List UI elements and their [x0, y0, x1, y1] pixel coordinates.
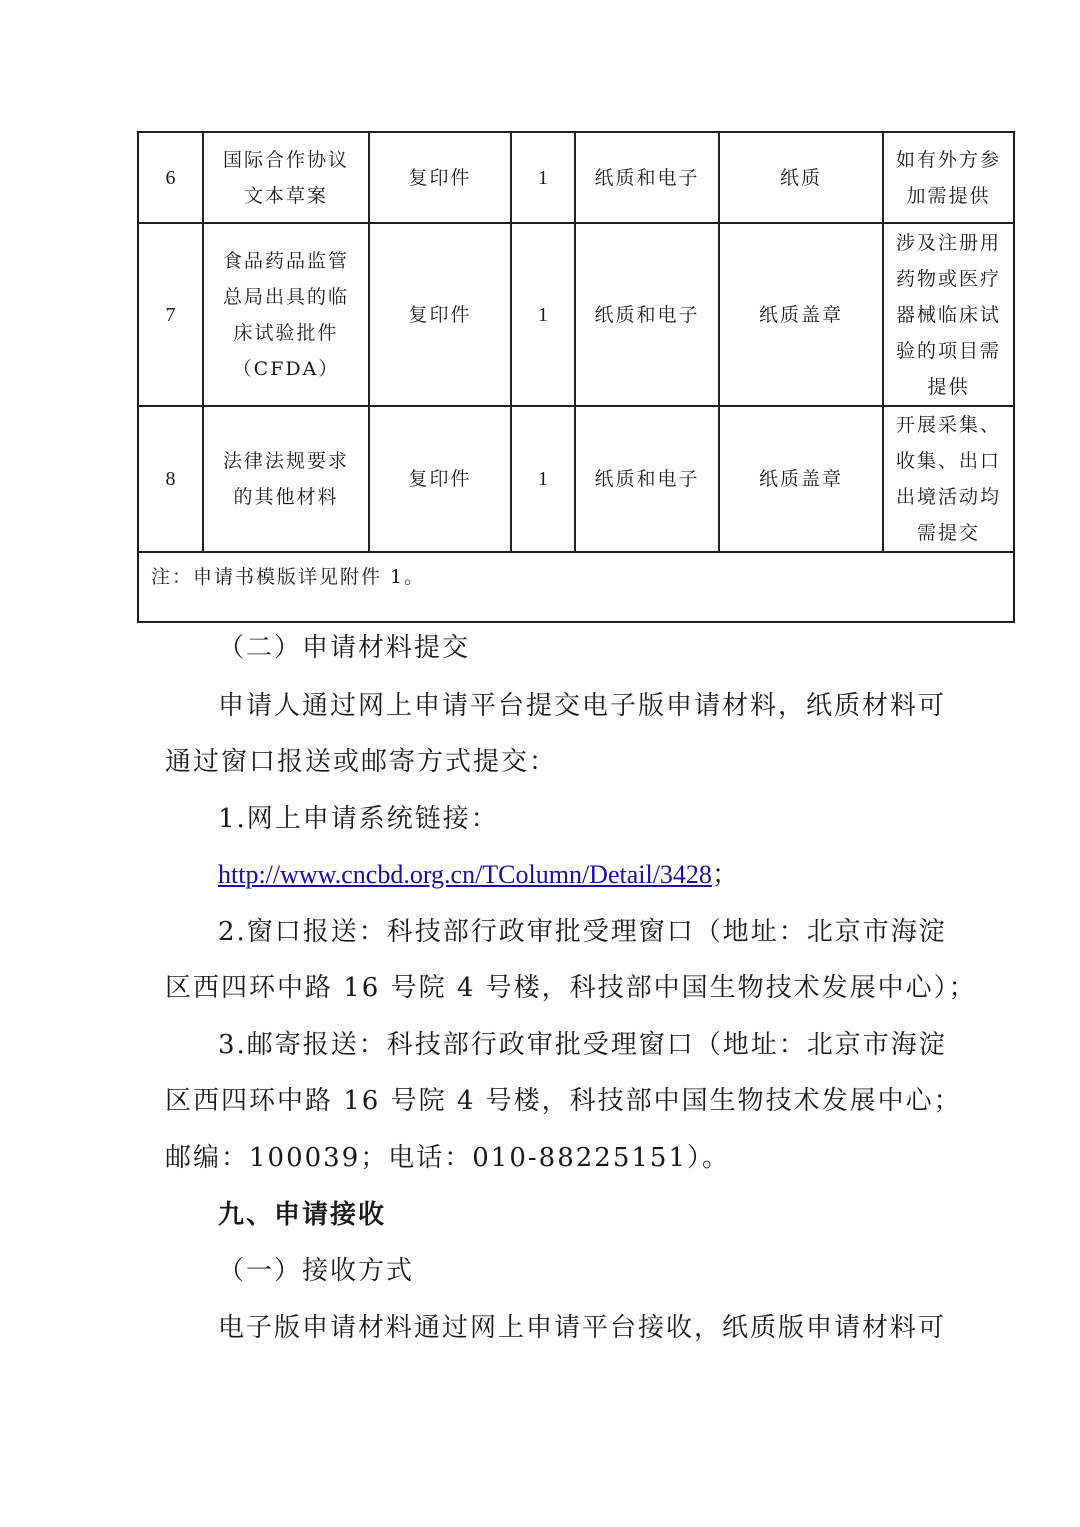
table-row: [138, 406, 1014, 552]
paragraph-line: 邮编：100039；电话：010-88225151）。: [165, 1143, 730, 1173]
row-number: 6: [138, 132, 203, 223]
subheading-submission: （二）申请材料提交: [218, 633, 471, 663]
material-count: 1: [511, 406, 575, 552]
paragraph-line: 区西四环中路 16 号院 4 号楼，科技部中国生物技术发展中心）；: [165, 973, 977, 1003]
material-name: 国际合作协议 文本草案: [203, 132, 369, 223]
remark: 如有外方参 加需提供: [883, 132, 1014, 223]
paragraph-line: 申请人通过网上申请平台提交电子版申请材料，纸质材料可: [218, 691, 947, 721]
table-row: [138, 132, 1014, 223]
paragraph-line: 电子版申请材料通过网上申请平台接收，纸质版申请材料可: [218, 1313, 947, 1343]
row-number: 8: [138, 406, 203, 552]
subheading-receive-method: （一）接收方式: [218, 1256, 415, 1286]
table-note: 注：申请书模版详见附件 1。: [138, 552, 1014, 622]
material-type: 复印件: [369, 223, 511, 406]
material-format: 纸质和电子: [575, 132, 719, 223]
material-name: 食品药品监管 总局出具的临 床试验批件 （CFDA）: [203, 223, 369, 406]
material-count: 1: [511, 132, 575, 223]
requirements-table: [137, 131, 1015, 623]
paragraph-line: 2.窗口报送：科技部行政审批受理窗口（地址：北京市海淀: [218, 917, 947, 947]
link-line: [218, 855, 740, 895]
paragraph-line: 区西四环中路 16 号院 4 号楼，科技部中国生物技术发展中心；: [165, 1086, 962, 1116]
application-system-link[interactable]: http://www.cncbd.org.cn/TColumn/Detail/3428: [218, 860, 712, 889]
paragraph-line: 3.邮寄报送：科技部行政审批受理窗口（地址：北京市海淀: [218, 1030, 947, 1060]
material-name: 法律法规要求 的其他材料: [203, 406, 369, 552]
remark: 开展采集、 收集、出口 出境活动均 需提交: [883, 406, 1014, 552]
material-type: 复印件: [369, 406, 511, 552]
list-item-label: 1.网上申请系统链接：: [218, 804, 499, 834]
table-row: [138, 223, 1014, 406]
link-suffix: ；: [711, 860, 740, 890]
row-number: 7: [138, 223, 203, 406]
material-format: 纸质和电子: [575, 223, 719, 406]
table-note-row: [138, 552, 1014, 622]
material-format: 纸质和电子: [575, 406, 719, 552]
paragraph-line: 通过窗口报送或邮寄方式提交：: [165, 747, 558, 777]
submit-form: 纸质盖章: [719, 223, 883, 406]
remark: 涉及注册用 药物或医疗 器械临床试 验的项目需 提供: [883, 223, 1014, 406]
material-count: 1: [511, 223, 575, 406]
submit-form: 纸质: [719, 132, 883, 223]
section-heading: 九、申请接收: [218, 1200, 387, 1230]
material-type: 复印件: [369, 132, 511, 223]
submit-form: 纸质盖章: [719, 406, 883, 552]
